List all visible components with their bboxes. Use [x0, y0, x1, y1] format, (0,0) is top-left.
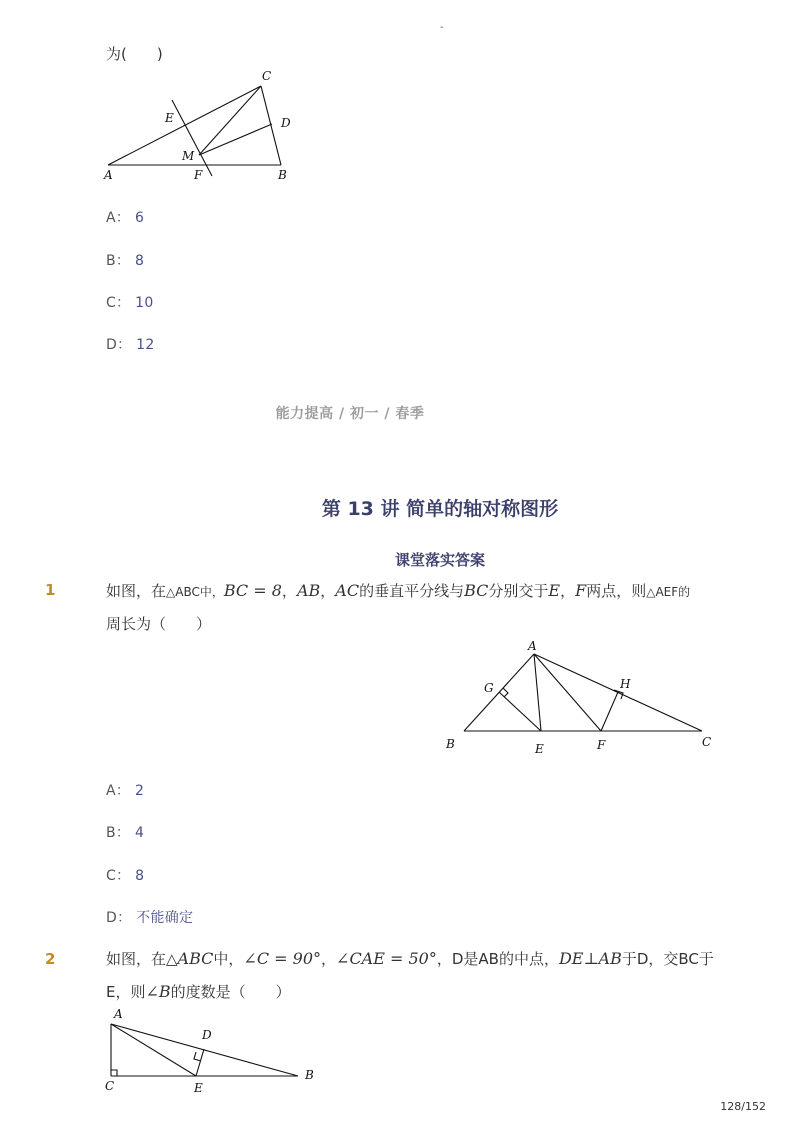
q1-option-b[interactable]: B： 4 — [106, 825, 145, 841]
label-E: E — [194, 1081, 203, 1095]
prev-question-tail: 为( ) — [106, 45, 163, 63]
question-number-2: 2 — [45, 950, 56, 968]
question-number-1: 1 — [45, 581, 56, 599]
question-2-stem: 如图，在△ABC中，∠C = 90°，∠CAE = 50°，D是AB的中点，DE⊥AB于D，交BC于 — [106, 949, 714, 968]
page-number: 128/152 — [720, 1100, 766, 1113]
label-M: M — [182, 149, 195, 163]
q1-option-a[interactable]: A： 2 — [106, 783, 145, 799]
label-H: H — [620, 677, 631, 691]
label-G: G — [484, 681, 494, 695]
label-A: A — [114, 1007, 123, 1021]
prev-question-figure — [100, 66, 310, 186]
label-F: F — [194, 168, 203, 182]
question-2-figure — [100, 1006, 330, 1098]
q1-option-d[interactable]: D： 不能确定 — [106, 910, 194, 926]
label-E: E — [165, 111, 174, 125]
label-D: D — [202, 1028, 212, 1042]
label-E: E — [535, 742, 544, 756]
section-title: 课堂落实答案 — [394, 551, 485, 569]
label-D: D — [281, 116, 291, 130]
lecture-title: 第 13 讲 简单的轴对称图形 — [321, 498, 559, 520]
top-mark: - — [440, 22, 444, 33]
question-1-stem-line2: 周长为（ ） — [106, 615, 212, 633]
label-B: B — [305, 1068, 314, 1082]
label-C: C — [702, 735, 712, 749]
prev-option-d[interactable]: D： 12 — [106, 337, 155, 353]
question-1-stem: 如图，在△ABC中，BC = 8，AB，AC的垂直平分线与BC分别交于E，F两点，则△AEF的 — [106, 581, 691, 600]
prev-option-a[interactable]: A： 6 — [106, 210, 145, 226]
label-A: A — [104, 168, 113, 182]
label-C: C — [262, 69, 272, 83]
label-C: C — [105, 1079, 115, 1093]
question-2-stem-line2: E，则∠B的度数是（ ） — [106, 982, 291, 1001]
label-F: F — [597, 738, 606, 752]
prev-option-c[interactable]: C： 10 — [106, 295, 154, 311]
course-breadcrumb: 能力提高 / 初一 / 春季 — [275, 406, 425, 422]
question-1-figure — [440, 634, 730, 759]
q1-option-c[interactable]: C： 8 — [106, 868, 145, 884]
prev-option-b[interactable]: B： 8 — [106, 253, 145, 269]
label-A: A — [528, 639, 537, 653]
label-B: B — [278, 168, 287, 182]
label-B: B — [446, 737, 455, 751]
